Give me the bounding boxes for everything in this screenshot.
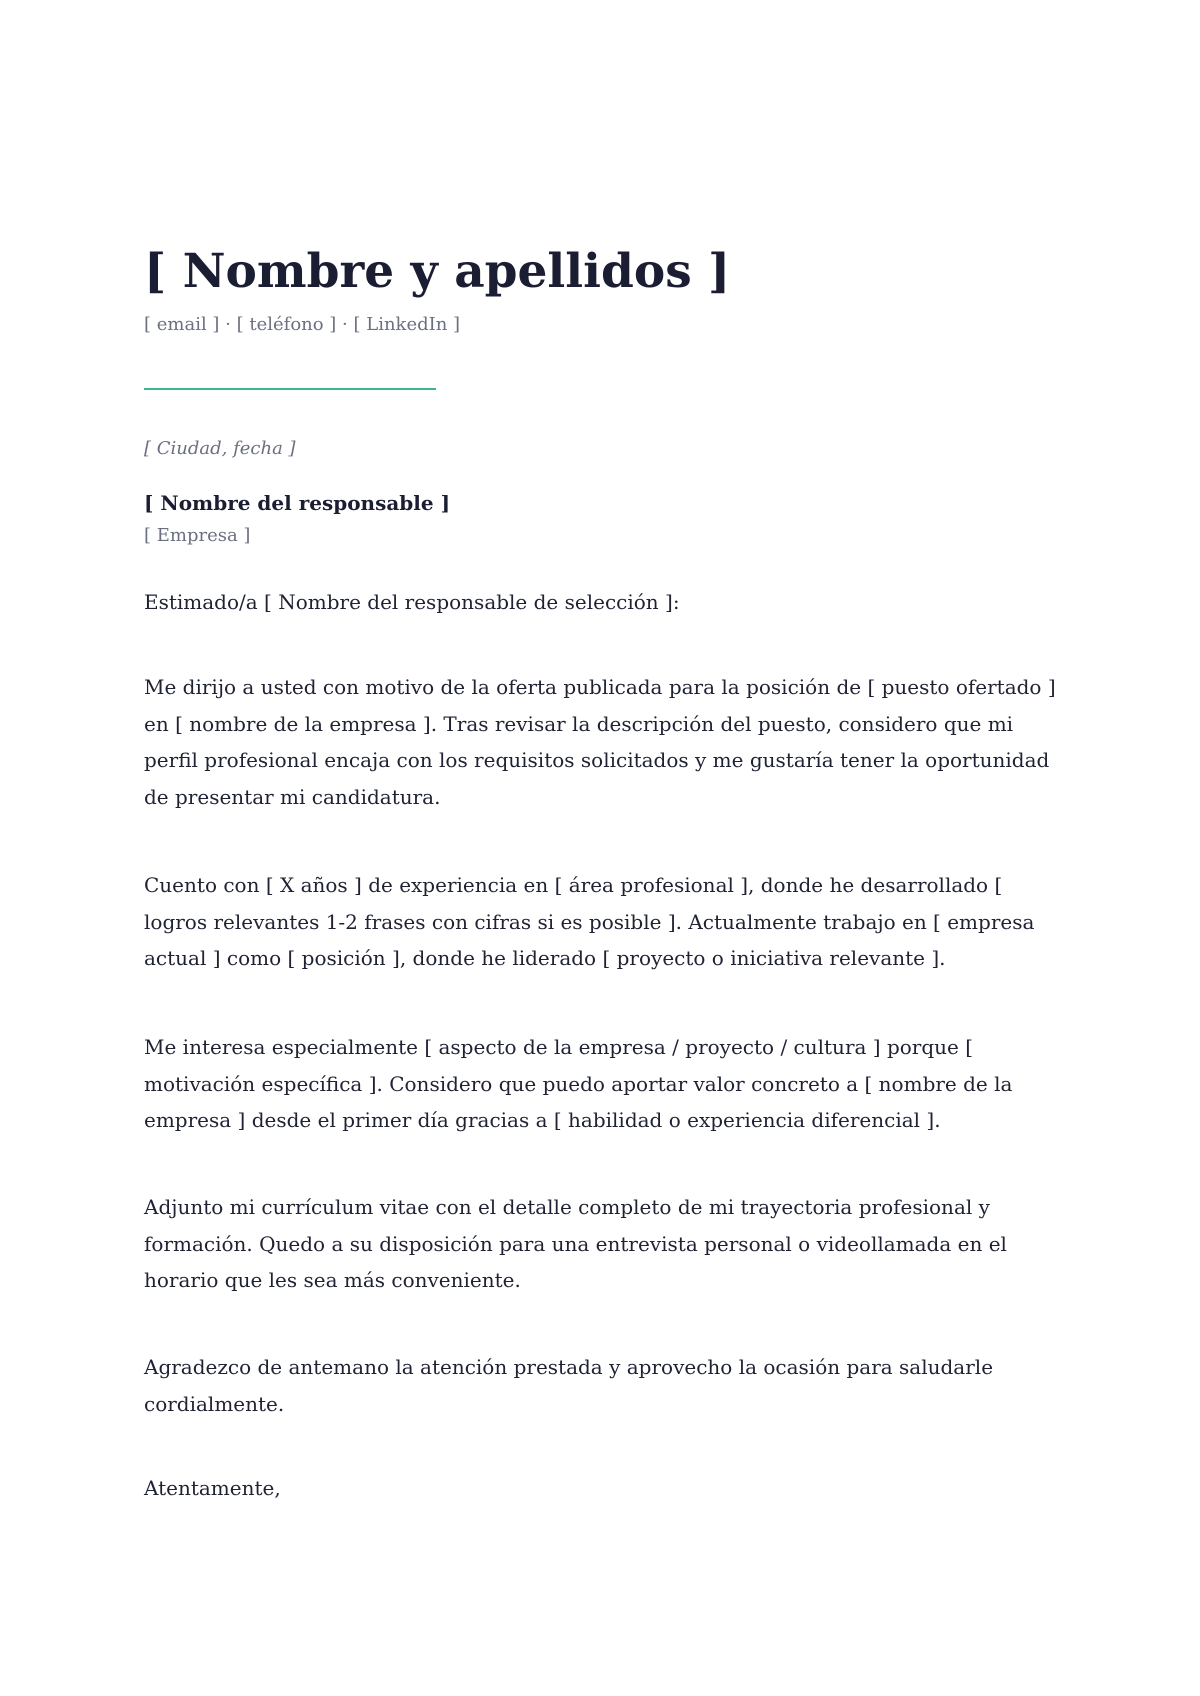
applicant-name: [ Nombre y apellidos ]	[144, 244, 731, 299]
contact-line: [ email ] · [ teléfono ] · [ LinkedIn ]	[144, 314, 461, 335]
accent-divider	[144, 388, 436, 390]
recipient-company: [ Empresa ]	[144, 525, 251, 546]
body-paragraph-3: Me interesa especialmente [ aspecto de la empresa / proyecto / cultura ] porque [ motivación específica ]. Considero que puedo aportar valor concreto a [ nombre de la empresa ] desde el primer día gracias a [ habilidad o experiencia diferencial ].	[144, 1035, 1013, 1132]
body-paragraph-4: Adjunto mi currículum vitae con el detalle completo de mi trayectoria profesional y formación. Quedo a su disposición para una entrevista personal o videollamada en el horario que les sea más conveniente.	[144, 1195, 1007, 1292]
recipient-name: [ Nombre del responsable ]	[144, 491, 451, 515]
place-date: [ Ciudad, fecha ]	[144, 438, 296, 459]
closing: Atentamente,	[144, 1476, 281, 1500]
salutation: Estimado/a [ Nombre del responsable de selección ]:	[144, 590, 680, 614]
body-paragraph-2: Cuento con [ X años ] de experiencia en [ área profesional ], donde he desarrollado [ logros relevantes 1-2 frases con cifras si es posible ]. Actualmente trabajo en [ empresa actual ] como [ posición ], donde he liderado [ proyecto o iniciativa relevante ].	[144, 873, 1035, 970]
body-paragraph-1: Me dirijo a usted con motivo de la oferta publicada para la posición de [ puesto ofertado ] en [ nombre de la empresa ]. Tras revisar la descripción del puesto, considero que mi perfil profesional encaja con los requisitos solicitados y me gustaría tener la oportunidad de presentar mi candidatura.	[144, 675, 1056, 809]
body-paragraph-5: Agradezco de antemano la atención prestada y aprovecho la ocasión para saludarle cordialmente.	[144, 1355, 994, 1416]
